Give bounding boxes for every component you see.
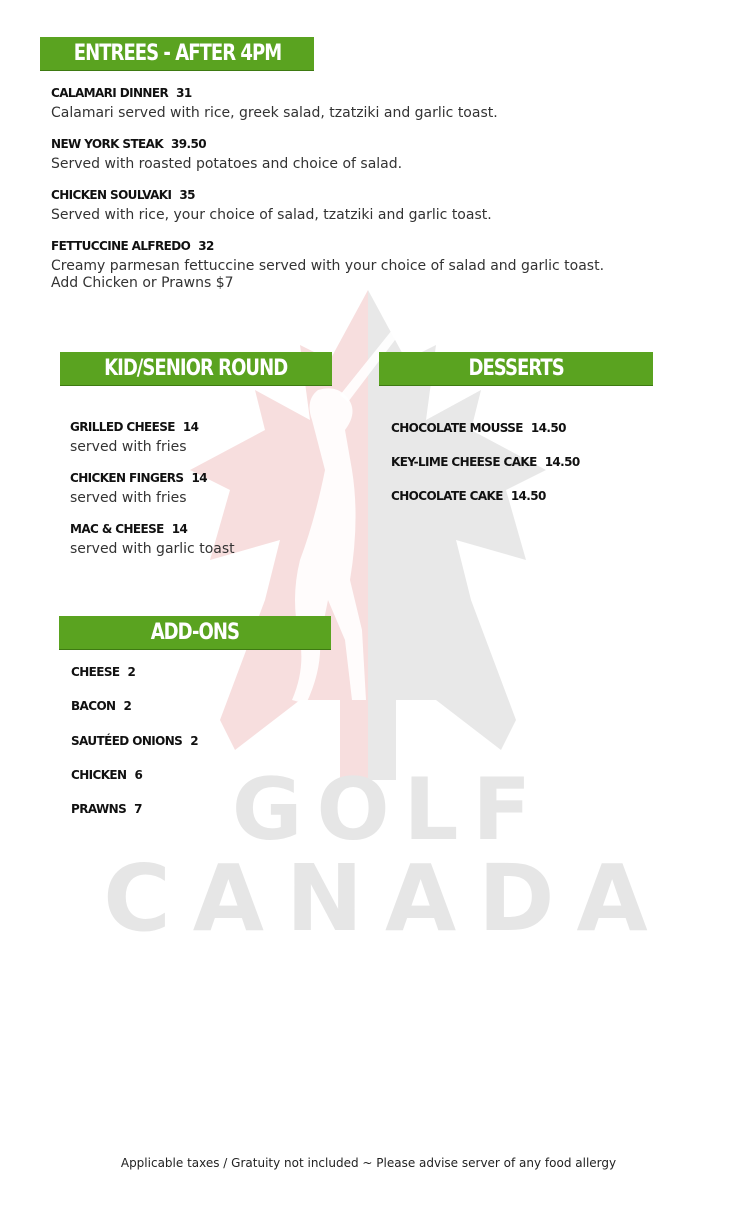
entrees-header xyxy=(40,37,314,71)
item-name: MAC & CHEESE xyxy=(70,522,164,536)
item-name: CHICKEN SOULVAKI xyxy=(51,188,172,202)
item-name: NEW YORK STEAK xyxy=(51,137,164,151)
menu-item xyxy=(70,420,198,456)
addons-header xyxy=(59,616,331,650)
watermark-golf-text: GOLF xyxy=(231,760,546,860)
desserts-header xyxy=(379,352,653,386)
menu-item xyxy=(71,665,135,679)
menu-item xyxy=(71,734,198,748)
menu-item xyxy=(51,239,604,292)
entrees-header-label: ENTREES - AFTER 4PM xyxy=(73,41,281,66)
item-name: CHOCOLATE MOUSSE xyxy=(391,421,523,435)
item-name: FETTUCCINE ALFREDO xyxy=(51,239,191,253)
menu-item xyxy=(51,137,402,173)
menu-item xyxy=(70,522,235,558)
item-name: CHICKEN FINGERS xyxy=(70,471,184,485)
kid-senior-header xyxy=(60,352,332,386)
item-name: BACON xyxy=(71,699,116,713)
menu-item xyxy=(391,489,546,503)
item-price: 2 xyxy=(123,699,132,713)
item-price: 6 xyxy=(134,768,143,782)
menu-item xyxy=(71,699,131,713)
item-price: 14 xyxy=(191,471,207,485)
item-price: 14.50 xyxy=(510,489,546,503)
item-price: 14.50 xyxy=(530,421,566,435)
item-name: SAUTÉED ONIONS xyxy=(71,734,183,748)
desserts-header-label: DESSERTS xyxy=(468,356,564,381)
item-name: GRILLED CHEESE xyxy=(70,420,175,434)
item-price: 2 xyxy=(127,665,136,679)
item-price: 7 xyxy=(134,802,142,816)
item-name: KEY-LIME CHEESE CAKE xyxy=(391,455,537,469)
footer-note: Applicable taxes / Gratuity not included ~ Please advise server of any food allergy xyxy=(120,1156,617,1170)
item-description: Creamy parmesan fettuccine served with your choice of salad and garlic toast. xyxy=(51,258,605,274)
menu-item xyxy=(391,421,566,435)
item-name: PRAWNS xyxy=(71,802,127,816)
menu-item xyxy=(391,455,580,469)
item-description: Calamari served with rice, greek salad, tzatziki and garlic toast. xyxy=(51,105,498,121)
item-price: 35 xyxy=(179,188,195,202)
watermark-canada-text: CANADA xyxy=(103,845,670,952)
item-price: 14 xyxy=(182,420,199,434)
menu-item xyxy=(51,86,498,122)
menu-item xyxy=(51,188,492,224)
item-price: 2 xyxy=(190,734,198,748)
item-price: 14 xyxy=(171,522,188,536)
item-description: served with fries xyxy=(70,490,187,506)
item-description: Served with roasted potatoes and choice of salad. xyxy=(51,156,403,172)
item-description: served with fries xyxy=(70,439,187,455)
menu-item xyxy=(70,471,207,507)
item-description-addon: Add Chicken or Prawns $7 xyxy=(51,275,234,291)
item-description: served with garlic toast xyxy=(70,541,235,557)
kid-senior-header-label: KID/SENIOR ROUND xyxy=(104,356,288,381)
menu-item xyxy=(71,802,142,816)
addons-header-label: ADD-ONS xyxy=(150,620,240,645)
item-description: Served with rice, your choice of salad, tzatziki and garlic toast. xyxy=(51,207,492,223)
item-price: 39.50 xyxy=(171,137,207,151)
item-name: CHEESE xyxy=(71,665,120,679)
item-name: CHICKEN xyxy=(71,768,127,782)
item-price: 31 xyxy=(176,86,192,100)
item-price: 32 xyxy=(198,239,214,253)
menu-item xyxy=(71,768,142,782)
item-price: 14.50 xyxy=(544,455,580,469)
item-name: CHOCOLATE CAKE xyxy=(391,489,503,503)
item-name: CALAMARI DINNER xyxy=(51,86,169,100)
